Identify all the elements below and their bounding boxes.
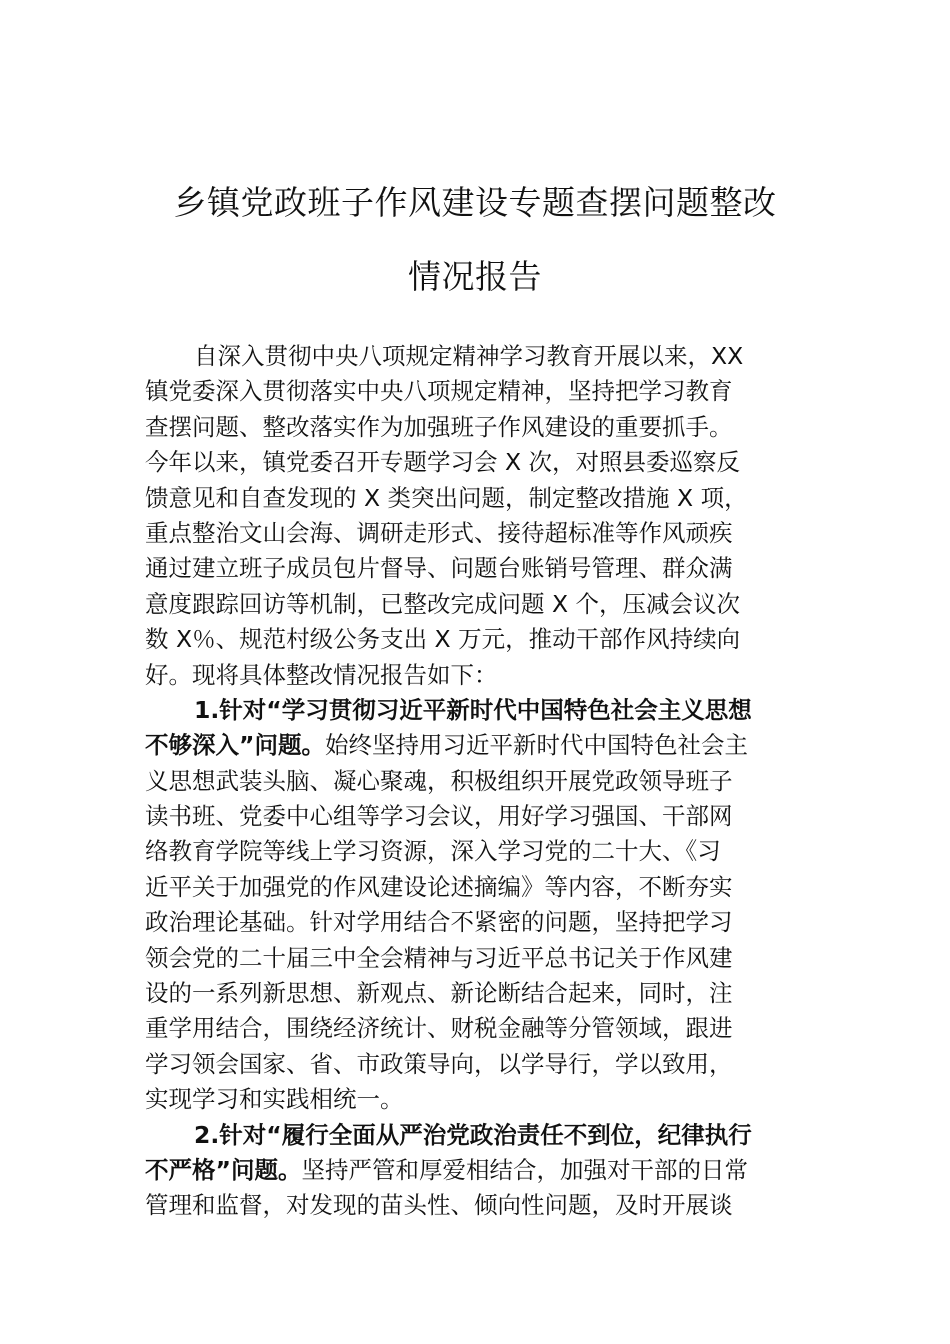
paragraph-line: 管理和监督，对发现的苗头性、倾向性问题，及时开展谈 (145, 1191, 733, 1220)
paragraph-line: 读书班、党委中心组等学习会议，用好学习强国、干部网 (145, 802, 733, 831)
section-2-paragraph (145, 1118, 810, 1224)
paragraph-line: 通过建立班子成员包片督导、问题台账销号管理、群众满 (145, 554, 733, 583)
paragraph-text: 坚持严管和厚爱相结合，加强对干部的日常 (301, 1155, 748, 1184)
paragraph-line: 领会党的二十届三中全会精神与习近平总书记关于作风建 (145, 943, 733, 972)
paragraph-line: 义思想武装头脑、凝心聚魂，积极组织开展党政领导班子 (145, 766, 733, 795)
paragraph-line (145, 728, 810, 763)
paragraph-line: 学习领会国家、省、市政策导向，以学导行，学以致用， (145, 1049, 733, 1078)
paragraph-line: 络教育学院等线上学习资源，深入学习党的二十大、《习 (145, 837, 721, 866)
paragraph-line: 重学用结合，围绕经济统计、财税金融等分管领域，跟进 (145, 1014, 733, 1043)
paragraph-line: 查摆问题、整改落实作为加强班子作风建设的重要抓手。 (145, 412, 733, 441)
paragraph-line: 政治理论基础。针对学用结合不紧密的问题，坚持把学习 (145, 908, 733, 937)
section-1-paragraph (145, 693, 810, 1118)
paragraph-line: 近平关于加强党的作风建设论述摘编》等内容，不断夯实 (145, 872, 733, 901)
paragraph-line: 重点整治文山会海、调研走形式、接待超标准等作风顽疾 (145, 518, 733, 547)
intro-paragraph (145, 339, 810, 693)
paragraph-line: 数 X％、规范村级公务支出 X 万元，推动干部作风持续向 (145, 625, 741, 654)
paragraph-line: 今年以来，镇党委召开专题学习会 X 次，对照县委巡察反 (145, 448, 741, 477)
document-title-line-1: 乡镇党政班子作风建设专题查摆问题整改 (173, 183, 777, 222)
paragraph-line: 设的一系列新思想、新观点、新论断结合起来，同时，注 (145, 979, 733, 1008)
section-2-heading-end: 不严格”问题。 (145, 1155, 302, 1184)
section-1-heading-end: 不够深入”问题。 (145, 731, 325, 760)
paragraph-text: 始终坚持用习近平新时代中国特色社会主 (324, 731, 748, 760)
section-1-heading: 1.针对“学习贯彻习近平新时代中国特色社会主义思想 (194, 695, 752, 724)
section-2-heading: 2.针对“履行全面从严治党政治责任不到位，纪律执行 (194, 1120, 752, 1149)
paragraph-line (145, 1153, 810, 1188)
paragraph-line: 实现学习和实践相统一。 (145, 1085, 404, 1114)
document-title-line-2: 情况报告 (408, 257, 542, 296)
paragraph-line: 意度跟踪回访等机制，已整改完成问题 X 个，压减会议次 (145, 589, 741, 618)
paragraph-line: 馈意见和自查发现的 X 类突出问题，制定整改措施 X 项， (145, 483, 748, 512)
paragraph-line: 自深入贯彻中央八项规定精神学习教育开展以来，XX (194, 342, 744, 370)
document-body (145, 339, 810, 1224)
paragraph-line: 好。现将具体整改情况报告如下： (145, 660, 498, 689)
paragraph-line: 镇党委深入贯彻落实中央八项规定精神，坚持把学习教育 (145, 377, 733, 406)
